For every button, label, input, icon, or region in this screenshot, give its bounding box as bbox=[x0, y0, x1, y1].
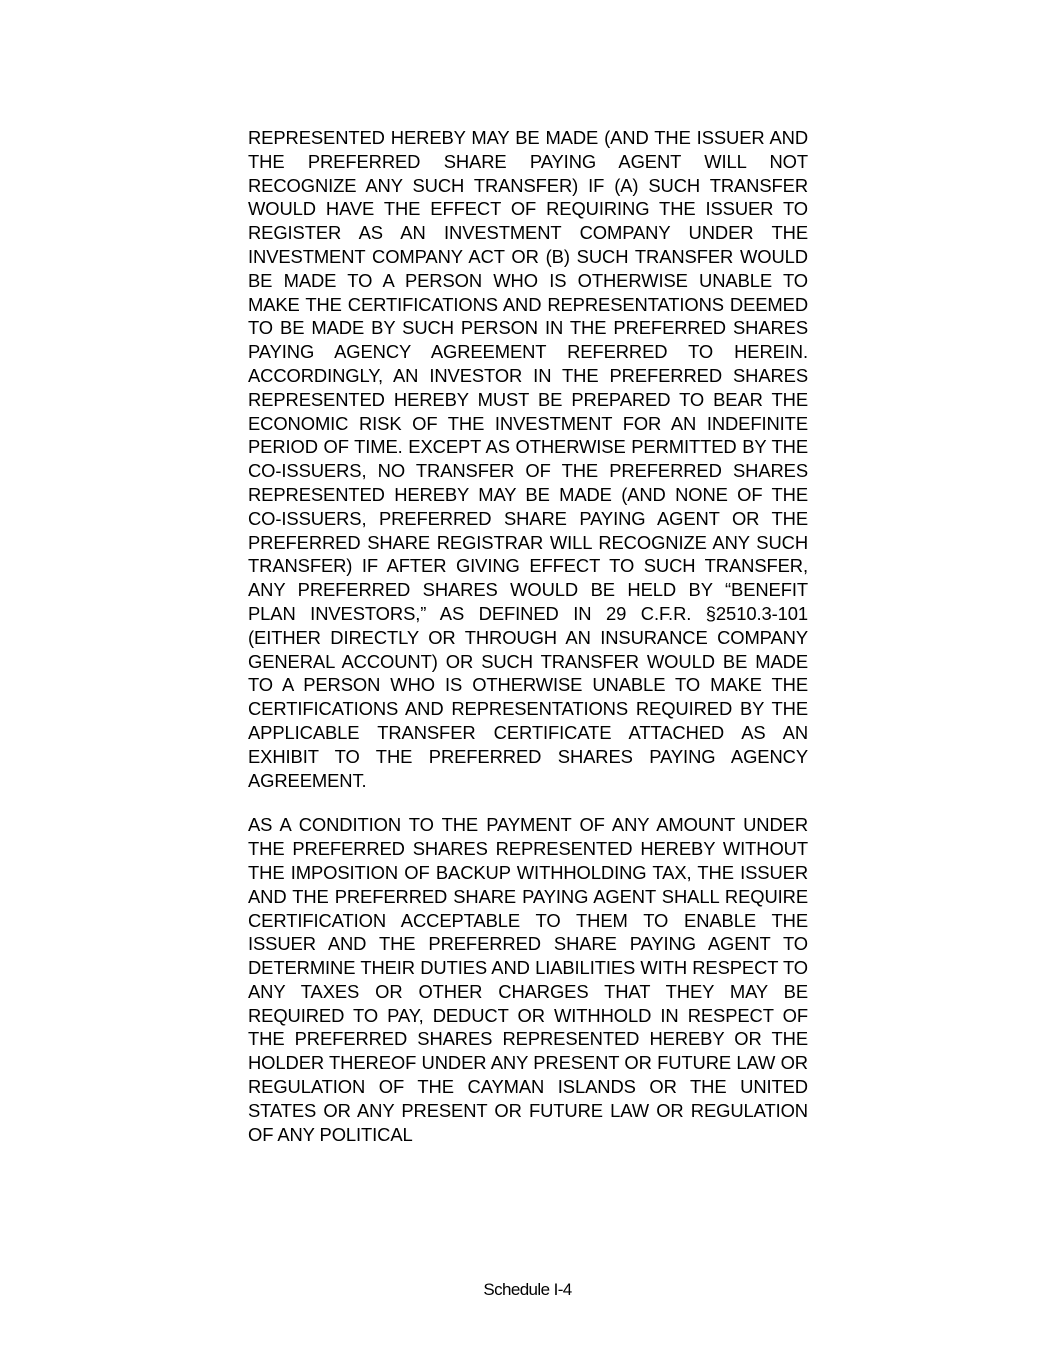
page-footer: Schedule I-4 bbox=[483, 1280, 572, 1299]
withholding-tax-paragraph: AS A CONDITION TO THE PAYMENT OF ANY AMOUNT UNDER THE PREFERRED SHARES REPRESENTED HEREBY WITHOUT THE IMPOSITION OF BACKUP WITHHOLDING TAX, THE ISSUER AND THE PREFERRED SHARE PAYING AGENT SHALL REQUIRE CERTIFICATION ACCEPTABLE TO THEM TO ENABLE THE ISSUER AND THE PREFERRED SHARE PAYING AGENT TO DETERMINE THEIR DUTIES AND LIABILITIES WITH RESPECT TO ANY TAXES OR OTHER CHARGES THAT THEY MAY BE REQUIRED TO PAY, DEDUCT OR WITHHOLD IN RESPECT OF THE PREFERRED SHARES REPRESENTED HEREBY OR THE HOLDER THEREOF UNDER ANY PRESENT OR FUTURE LAW OR REGULATION OF THE CAYMAN ISLANDS OR THE UNITED STATES OR ANY PRESENT OR FUTURE LAW OR REGULATION OF ANY POLITICAL bbox=[248, 814, 808, 1145]
legend-text-block bbox=[248, 126, 808, 1146]
transfer-restriction-paragraph: REPRESENTED HEREBY MAY BE MADE (AND THE ISSUER AND THE PREFERRED SHARE PAYING AGENT WILL NOT RECOGNIZE ANY SUCH TRANSFER) IF (A) SUCH TRANSFER WOULD HAVE THE EFFECT OF REQUIRING THE ISSUER TO REGISTER AS AN INVESTMENT COMPANY UNDER THE INVESTMENT COMPANY ACT OR (B) SUCH TRANSFER WOULD BE MADE TO A PERSON WHO IS OTHERWISE UNABLE TO MAKE THE CERTIFICATIONS AND REPRESENTATIONS DEEMED TO BE MADE BY SUCH PERSON IN THE PREFERRED SHARES PAYING AGENCY AGREEMENT REFERRED TO HEREIN. ACCORDINGLY, AN INVESTOR IN THE PREFERRED SHARES REPRESENTED HEREBY MUST BE PREPARED TO BEAR THE ECONOMIC RISK OF THE INVESTMENT FOR AN INDEFINITE PERIOD OF TIME. EXCEPT AS OTHERWISE PERMITTED BY THE CO-ISSUERS, NO TRANSFER OF THE PREFERRED SHARES REPRESENTED HEREBY MAY BE MADE (AND NONE OF THE CO-ISSUERS, PREFERRED SHARE PAYING AGENT OR THE PREFERRED SHARE REGISTRAR WILL RECOGNIZE ANY SUCH TRANSFER) IF AFTER GIVING EFFECT TO SUCH TRANSFER, ANY PREFERRED SHARES WOULD BE HELD BY “BENEFIT PLAN INVESTORS,” AS DEFINED IN 29 C.F.R. §2510.3-101 (EITHER DIRECTLY OR THROUGH AN INSURANCE COMPANY GENERAL ACCOUNT) OR SUCH TRANSFER WOULD BE MADE TO A PERSON WHO IS OTHERWISE UNABLE TO MAKE THE CERTIFICATIONS AND REPRESENTATIONS REQUIRED BY THE APPLICABLE TRANSFER CERTIFICATE ATTACHED AS AN EXHIBIT TO THE PREFERRED SHARES PAYING AGENCY AGREEMENT. bbox=[248, 127, 808, 791]
